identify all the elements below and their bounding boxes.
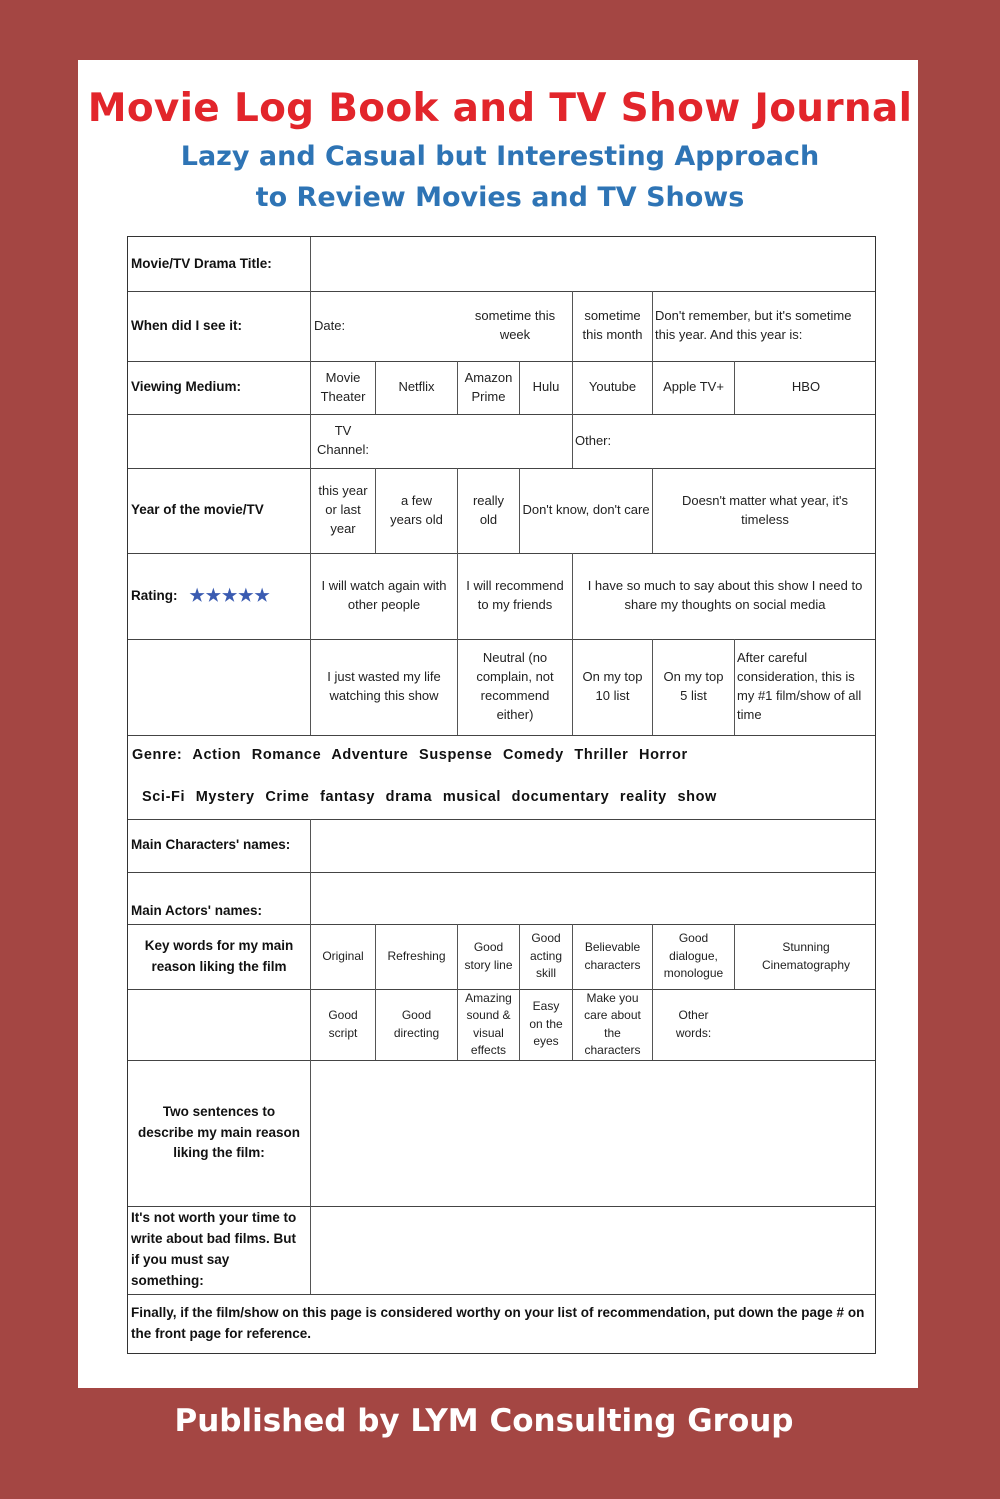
year-this-year[interactable]: this year or last year [318,483,368,536]
characters-label: Main Characters' names: [131,837,291,853]
year-dont-know[interactable]: Don't know, don't care [522,502,650,518]
keyword-original[interactable]: Original [322,948,364,963]
two-sentences-field[interactable] [311,1060,876,1206]
when-week-option[interactable]: sometime this week [474,308,556,342]
rating-social-media[interactable]: I have so much to say about this show I need to share my thoughts on social media [587,578,863,612]
rating-label-text: Rating: [131,587,178,603]
book-subtitle-line2: to Review Movies and TV Shows [255,182,745,213]
rating-top-5[interactable]: On my top 5 list [663,669,724,703]
keywords-label: Key words for my main reason liking the film [144,937,294,974]
rating-number-one[interactable]: After careful consideration, this is my #1 film/show of all time [737,650,862,722]
year-really-old[interactable]: really old [472,492,505,527]
keyword-good-dialogue[interactable]: Good dialogue, monologue [663,931,724,981]
keyword-easy-on-eyes[interactable]: Easy on the eyes [529,999,563,1049]
keyword-sound-visual-effects[interactable]: Amazing sound & visual effects [465,990,512,1057]
genre-line1: Genre: Action Romance Adventure Suspense Comedy Thriller Horror [132,747,688,763]
actors-label: Main Actors' names: [131,903,262,919]
book-subtitle-line1: Lazy and Casual but Interesting Approach [180,141,820,172]
keyword-good-story-line[interactable]: Good story line [464,940,513,972]
medium-hulu[interactable]: Hulu [532,379,560,395]
final-note: Finally, if the film/show on this page is considered worthy on your list of recommendation, put down the page # on the front page for reference. [131,1305,865,1341]
rating-neutral[interactable]: Neutral (no complain, not recommend either) [476,650,554,722]
book-title: Movie Log Book and TV Show Journal [87,86,913,131]
keyword-believable-characters[interactable]: Believable characters [584,940,641,972]
title-field[interactable] [311,237,876,291]
keyword-good-script[interactable]: Good script [328,1008,358,1040]
two-sentences-label: Two sentences to describe my main reason liking the film: [137,1103,301,1161]
publisher-footer: Published by LYM Consulting Group [174,1403,794,1439]
year-label: Year of the movie/TV [131,502,264,518]
keyword-other-words[interactable]: Other words: [675,1008,712,1040]
keyword-refreshing[interactable]: Refreshing [387,948,446,963]
keyword-care-about-characters[interactable]: Make you care about the characters [584,990,641,1057]
medium-movie-theater[interactable]: Movie Theater [320,369,366,404]
medium-hbo[interactable]: HBO [791,379,821,395]
keyword-good-acting[interactable]: Good acting skill [529,931,563,981]
medium-tv-channel[interactable]: TV Channel: [316,423,370,457]
genre-line2: Sci-Fi Mystery Crime fantasy drama musical documentary reality show [142,789,717,805]
bad-films-label: It's not worth your time to write about bad films. But if you must say something: [131,1210,297,1288]
review-form [127,236,876,1354]
rating-label [128,553,310,639]
rating-top-10[interactable]: On my top 10 list [582,669,643,703]
medium-amazon-prime[interactable]: Amazon Prime [464,369,513,404]
rating-wasted[interactable]: I just wasted my life watching this show [327,669,441,703]
when-month-option[interactable]: sometime this month [582,308,643,342]
when-label: When did I see it: [131,317,243,333]
characters-field[interactable] [311,819,876,872]
actors-field[interactable] [311,872,876,924]
year-timeless[interactable]: Doesn't matter what year, it's timeless [681,492,849,527]
viewing-medium-label: Viewing Medium: [131,379,242,395]
title-label: Movie/TV Drama Title: [131,255,272,271]
medium-youtube[interactable]: Youtube [588,379,637,395]
keyword-cinematography[interactable]: Stunning Cinematography [761,940,851,972]
bad-films-field[interactable] [311,1206,876,1294]
when-year-option[interactable]: Don't remember, but it's sometime this year. And this year is: [655,308,852,342]
medium-other[interactable]: Other: [575,432,612,448]
rating-recommend[interactable]: I will recommend to my friends [466,578,564,612]
keyword-good-directing[interactable]: Good directing [393,1008,440,1040]
medium-apple-tv[interactable]: Apple TV+ [663,379,724,395]
medium-netflix[interactable]: Netflix [398,379,435,395]
year-few-years[interactable]: a few years old [390,492,443,527]
when-date[interactable]: Date: [314,317,346,333]
rating-stars-icon[interactable]: ★★★★★ [189,585,271,605]
rating-watch-again[interactable]: I will watch again with other people [321,578,447,612]
